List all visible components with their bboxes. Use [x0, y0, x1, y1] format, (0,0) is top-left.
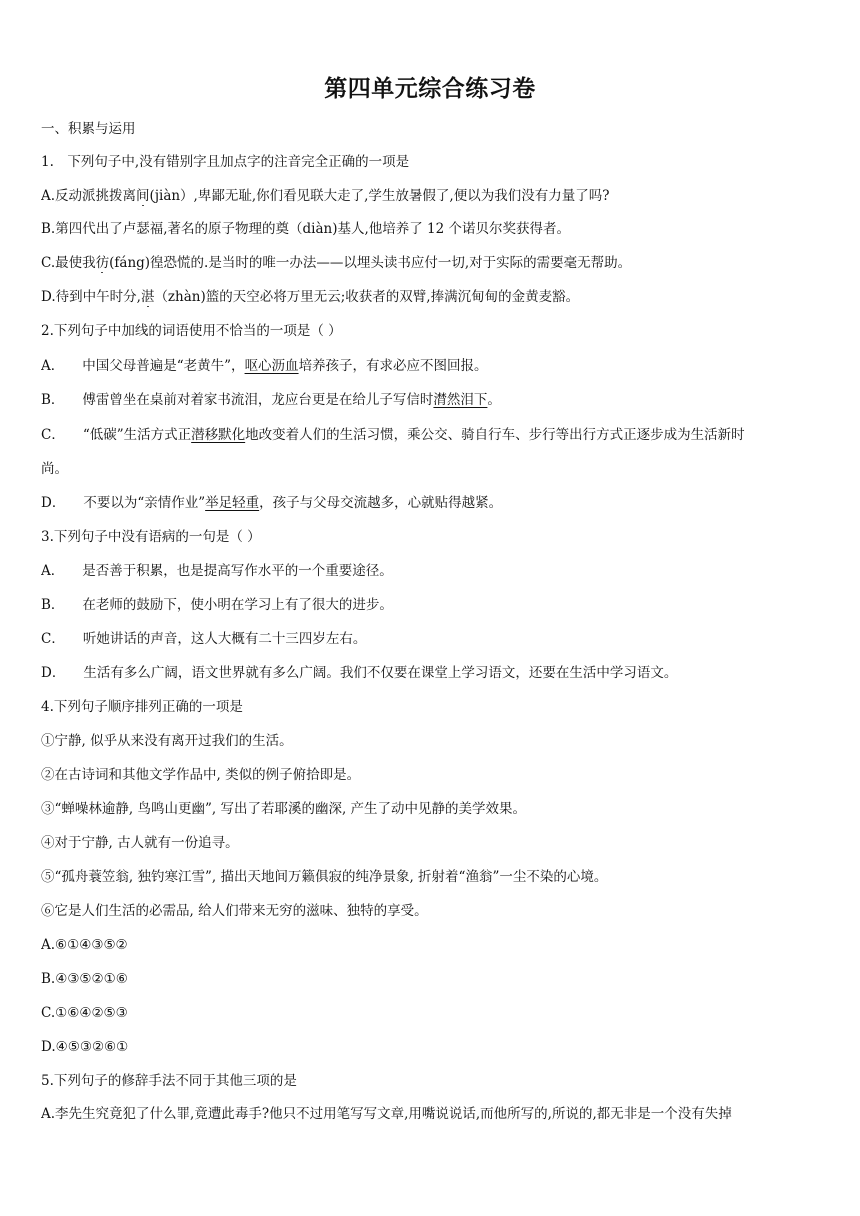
option-label: B．	[41, 392, 65, 408]
question-2-option-c-continued: 尚。	[41, 461, 68, 477]
question-1-stem: 1. 下列句子中,没有错别字且加点字的注音完全正确的一项是	[41, 154, 410, 170]
question-2-option-b	[41, 390, 831, 410]
question-4-stem: 4.下列句子顺序排列正确的一项是	[41, 699, 243, 715]
question-1-option-c	[41, 253, 831, 273]
question-3-option-b	[41, 595, 831, 615]
underlined-phrase: 潜移默化	[191, 427, 246, 443]
option-text: 在老师的鼓励下，使小明在学习上有了很大的进步。	[82, 597, 393, 613]
option-text: 是否善于积累，也是提高写作水平的一个重要途径。	[82, 563, 393, 579]
option-text: 中国父母普遍是“老黄牛”，	[82, 358, 245, 374]
question-2-stem: 2.下列句子中加线的词语使用不恰当的一项是（ ）	[41, 323, 342, 339]
option-text: C.最使我	[41, 255, 96, 271]
question-4-option-c: C.①⑥④②⑤③	[41, 1005, 128, 1021]
question-3-stem: 3.下列句子中没有语病的一句是（ ）	[41, 529, 261, 545]
question-4-option-a: A.⑥①④③⑤②	[41, 937, 128, 953]
option-text: 傅雷曾坐在桌前对着家书流泪，龙应台更是在给儿子写信时	[82, 392, 434, 408]
dotted-char: 彷	[95, 255, 110, 271]
option-label: C．	[41, 631, 65, 647]
question-1-option-d	[41, 287, 831, 307]
option-text: （zhàn)篮的天空必将万里无云;收获者的双臂,捧满沉甸甸的金黄麦豁。	[154, 289, 580, 305]
option-text: (fáng)徨恐慌的.是当时的唯一办法——以埋头读书应付一切,对于实际的需要毫无帮助。	[109, 255, 632, 271]
option-label: C．	[41, 427, 65, 443]
question-4-option-d: D.④⑤③②⑥①	[41, 1039, 129, 1055]
option-text: 不要以为“亲情作业”	[83, 495, 206, 511]
option-text: D.待到中午时分,	[41, 289, 141, 305]
section-heading: 一、积累与运用	[41, 121, 136, 137]
option-text: 。	[487, 392, 501, 408]
option-label: A．	[41, 563, 65, 579]
question-1-option-b: B.第四代出了卢瑟福,著名的原子物理的奠（diàn)基人,他培养了 12 个诺贝尔奖获得者。	[41, 221, 571, 237]
underlined-phrase: 潸然泪下	[433, 392, 488, 408]
option-label: A．	[41, 358, 65, 374]
option-label: B．	[41, 597, 65, 613]
option-text: A.反动派挑拨离	[41, 188, 137, 204]
question-3-option-a	[41, 561, 831, 581]
option-label: D．	[41, 495, 66, 511]
dotted-char: 湛	[140, 289, 155, 305]
option-text: “低碳”生活方式正	[82, 427, 192, 443]
question-5-stem: 5.下列句子的修辞手法不同于其他三项的是	[41, 1073, 297, 1089]
question-4-sentence-4: ④对于宁静, 古人就有一份追寻。	[41, 835, 239, 851]
question-4-sentence-2: ②在古诗词和其他文学作品中, 类似的例子俯拾即是。	[41, 767, 361, 783]
question-4-sentence-6: ⑥它是人们生活的必需品, 给人们带来无穷的滋味、独特的享受。	[41, 903, 428, 919]
option-text: 听她讲话的声音，这人大概有二十三四岁左右。	[82, 631, 367, 647]
option-text: (jiàn）,卑鄙无耻,你们看见联大走了,学生放暑假了,便以为我们没有力量了吗?	[149, 188, 610, 204]
question-4-option-b: B.④③⑤②①⑥	[41, 971, 128, 987]
question-3-option-d	[41, 663, 831, 683]
option-label: D．	[41, 665, 66, 681]
question-2-option-d	[41, 493, 831, 513]
question-4-sentence-3: ③“蝉噪林逾静, 鸟鸣山更幽”, 写出了若耶溪的幽深, 产生了动中见静的美学效果。	[41, 801, 527, 817]
question-2-option-c	[41, 425, 831, 445]
question-4-sentence-1: ①宁静, 似乎从来没有离开过我们的生活。	[41, 733, 293, 749]
question-2-option-a	[41, 356, 831, 376]
option-text: 生活有多么广阔，语文世界就有多么广阔。我们不仅要在课堂上学习语文，还要在生活中学习语文。	[83, 665, 678, 681]
question-5-option-a: A.李先生究竟犯了什么罪,竟遭此毒手?他只不过用笔写写文章,用嘴说说话,而他所写的,所说的,都无非是一个没有失掉	[41, 1106, 732, 1122]
underlined-phrase: 呕心沥血	[244, 358, 299, 374]
dotted-char: 间	[136, 188, 150, 204]
option-text: 培养孩子，有求必应不图回报。	[298, 358, 488, 374]
question-3-option-c	[41, 629, 831, 649]
underlined-phrase: 举足轻重	[205, 495, 260, 511]
page-title: 第四单元综合练习卷	[324, 76, 536, 102]
question-4-sentence-5: ⑤“孤舟蓑笠翁, 独钓寒江雪”, 描出天地间万籁俱寂的纯净景象, 折射着“渔翁”一尘不染的心境。	[41, 869, 608, 885]
option-text: 地改变着人们的生活习惯，乘公交、骑自行车、步行等出行方式正逐步成为生活新时	[245, 427, 745, 443]
option-text: ，孩子与父母交流越多，心就贴得越紧。	[259, 495, 503, 511]
question-1-option-a	[41, 186, 831, 206]
